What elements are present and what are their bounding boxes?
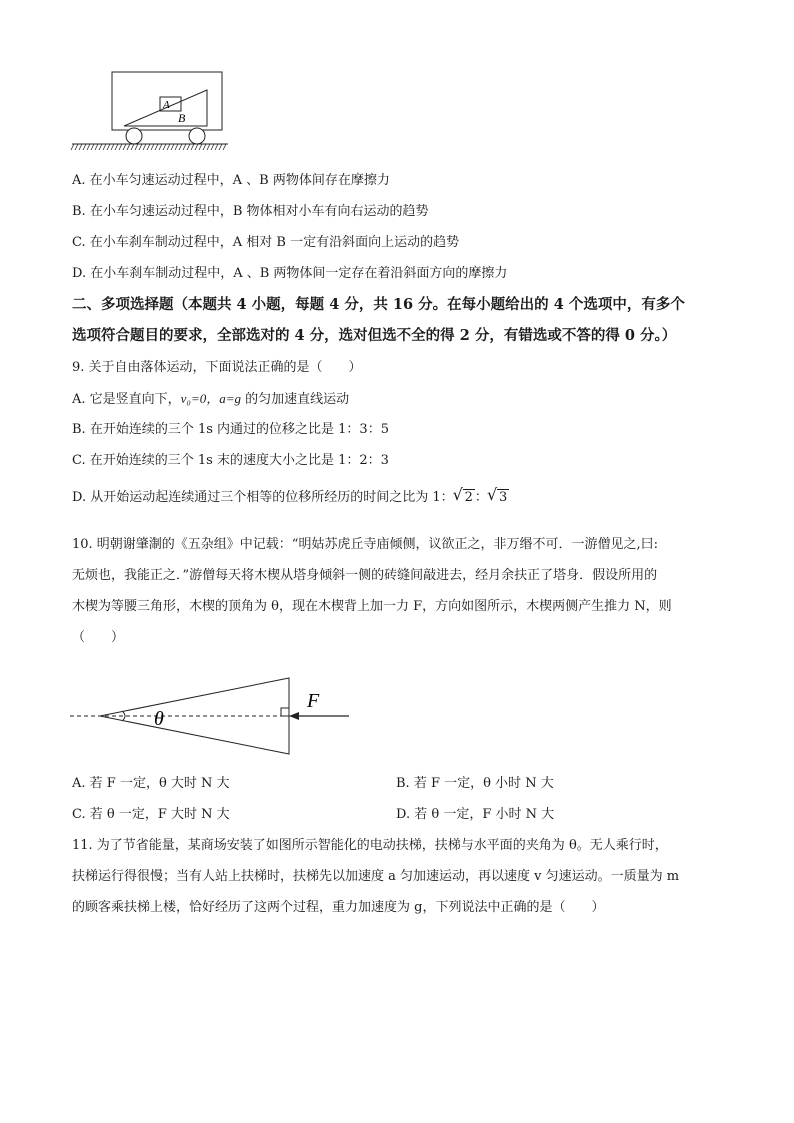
ground-hatch — [159, 144, 162, 150]
ground-hatch — [187, 144, 190, 150]
q8-option-b[interactable]: B. 在小车匀速运动过程中，B 物体相对小车有向右运动的趋势 — [72, 204, 429, 219]
ground-hatch — [147, 144, 150, 150]
ground-hatch — [171, 144, 174, 150]
q10-option-d[interactable]: D. 若 θ 一定，F 小时 N 大 — [396, 807, 555, 822]
ground-hatch — [71, 144, 74, 150]
ground-hatch — [103, 144, 106, 150]
q9-option-a-v0: v₀=0， — [180, 391, 220, 406]
ground-hatch — [195, 144, 198, 150]
ground-hatch — [123, 144, 126, 150]
ground-hatch — [143, 144, 146, 150]
q9-option-d-sep: ： — [474, 490, 488, 505]
block-a-label: A — [163, 99, 170, 111]
ground-hatch — [179, 144, 182, 150]
q9-option-c[interactable]: C. 在开始连续的三个 1s 末的速度大小之比是 1：2：3 — [72, 453, 389, 468]
ground-hatch — [91, 144, 94, 150]
ground-hatch — [203, 144, 206, 150]
ground-hatch — [175, 144, 178, 150]
q9-option-b[interactable]: B. 在开始连续的三个 1s 内通过的位移之比是 1：3：5 — [72, 422, 389, 437]
q9-option-d-prefix: D. 从开始运动起连续通过三个相等的位移所经历的时间之比为 1： — [72, 490, 454, 505]
ground-hatch — [211, 144, 214, 150]
block-b-label: B — [178, 111, 186, 125]
ground-hatch — [131, 144, 134, 150]
q8-option-d[interactable]: D. 在小车刹车制动过程中，A 、B 两物体间一定存在着沿斜面方向的摩擦力 — [72, 266, 508, 281]
ground-hatch — [223, 144, 226, 150]
q9-option-d[interactable] — [72, 489, 509, 507]
q10-stem-line3: 木楔为等腰三角形，木楔的顶角为 θ，现在木楔背上加一力 F，方向如图所示，木楔两侧产生推力 N，则 — [72, 599, 672, 614]
ground-hatch — [87, 144, 90, 150]
q10-option-b[interactable]: B. 若 F 一定，θ 小时 N 大 — [396, 776, 554, 791]
ground-hatch — [199, 144, 202, 150]
ground-hatch — [215, 144, 218, 150]
q9-option-a[interactable] — [72, 390, 349, 409]
ground-hatch — [99, 144, 102, 150]
ground-hatch — [151, 144, 154, 150]
ground-hatch — [207, 144, 210, 150]
q9-option-a-prefix: A. 它是竖直向下， — [72, 392, 181, 407]
ground-hatch — [139, 144, 142, 150]
ground-hatch — [183, 144, 186, 150]
ground-hatch — [107, 144, 110, 150]
q10-option-a[interactable]: A. 若 F 一定，θ 大时 N 大 — [72, 776, 230, 791]
q10-stem-line1: 10. 明朝谢肇淛的《五杂组》中记载：“明姑苏虎丘寺庙倾侧，议欲正之，非万缗不可．一游僧见之,曰: — [72, 537, 658, 552]
ground-hatch — [75, 144, 78, 150]
theta-label: θ — [154, 708, 164, 730]
ground-hatch — [111, 144, 114, 150]
ground-hatch — [115, 144, 118, 150]
q10-stem-line4: （ ） — [72, 630, 125, 645]
q10-stem-line2: 无烦也，我能正之．”游僧每天将木楔从塔身倾斜一侧的砖缝间敲进去，经月余扶正了塔身．假设所用的 — [72, 568, 658, 583]
q11-stem-line2: 扶梯运行得很慢；当有人站上扶梯时，扶梯先以加速度 a 匀加速运动，再以速度 v 匀速运动。一质量为 m — [72, 869, 680, 884]
ground-hatch — [127, 144, 130, 150]
q8-option-c[interactable]: C. 在小车刹车制动过程中，A 相对 B 一定有沿斜面向上运动的趋势 — [72, 235, 460, 250]
sqrt-2: √ 2 — [454, 489, 475, 507]
ground-hatch — [155, 144, 158, 150]
ground-hatch — [219, 144, 222, 150]
ground-hatch — [79, 144, 82, 150]
force-f-label: F — [307, 690, 320, 712]
ground-hatch — [119, 144, 122, 150]
cart-figure — [70, 68, 230, 154]
q8-option-a[interactable]: A. 在小车匀速运动过程中，A 、B 两物体间存在摩擦力 — [72, 173, 390, 188]
section2-heading-line1: 二、多项选择题（本题共 4 小题，每题 4 分，共 16 分。在每小题给出的 4 个选项中，有多个 — [72, 296, 685, 313]
ground-hatch — [135, 144, 138, 150]
q9-stem: 9. 关于自由落体运动，下面说法正确的是（ ） — [72, 360, 362, 375]
q9-option-a-suffix: 的匀加速直线运动 — [241, 392, 350, 407]
ground-hatch — [95, 144, 98, 150]
ground-hatch — [83, 144, 86, 150]
q10-option-c[interactable]: C. 若 θ 一定，F 大时 N 大 — [72, 807, 230, 822]
q11-stem-line1: 11. 为了节省能量，某商场安装了如图所示智能化的电动扶梯，扶梯与水平面的夹角为 θ。无人乘行时， — [72, 838, 668, 853]
wedge-figure — [70, 676, 360, 756]
ground-hatch — [167, 144, 170, 150]
q11-stem-line3: 的顾客乘扶梯上楼，恰好经历了这两个过程，重力加速度为 g，下列说法中正确的是（ ） — [72, 900, 605, 915]
section2-heading-line2: 选项符合题目的要求，全部选对的 4 分，选对但选不全的得 2 分，有错选或不答的得 0 分。） — [72, 327, 677, 344]
sqrt-3: √ 3 — [488, 489, 509, 507]
ground-hatch — [191, 144, 194, 150]
ground-hatch — [163, 144, 166, 150]
q9-option-a-ag: a=g — [219, 391, 241, 406]
